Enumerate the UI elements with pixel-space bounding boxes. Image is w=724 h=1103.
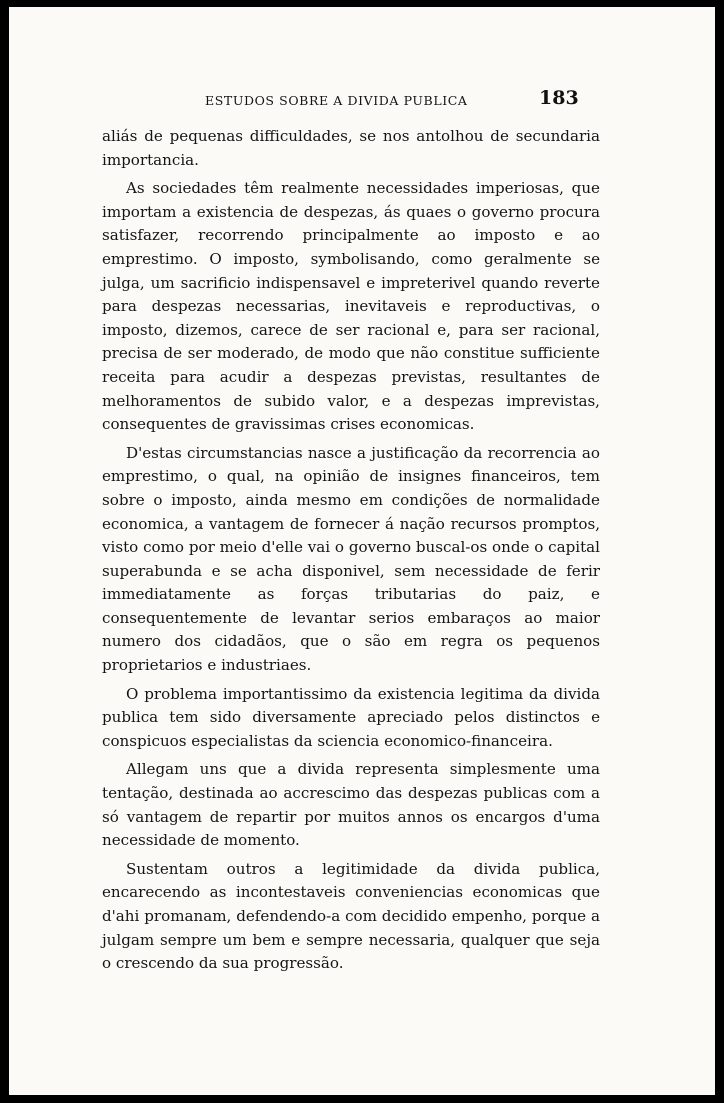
running-title: ESTUDOS SOBRE A DIVIDA PUBLICA — [205, 93, 468, 108]
paragraph: Allegam uns que a divida representa simplesmente uma tentação, destinada ao accrescimo das despezas publicas com a só vantagem de repartir por muitos annos os encargos d'uma necessidade de momento. — [102, 760, 600, 850]
paragraph-continuation: aliás de pequenas difficuldades, se nos antolhou de secundaria importancia. — [102, 127, 600, 169]
paragraph: Sustentam outros a legitimidade da divida publica, encarecendo as incontestaveis conveniencias economicas que d'ahi promanam, defendendo-a com decidido empenho, porque a julgam sempre um bem e sempre necessaria, qualquer que seja o crescendo da sua progressão. — [102, 859, 600, 973]
paragraph: D'estas circumstancias nasce a justificação da recorrencia ao emprestimo, o qual, na opinião de insignes financeiros, tem sobre o imposto, ainda mesmo em condições de normalidade economica, a vantagem de fornecer á nação recursos promptos, visto como por meio d'elle vai o governo buscal-os onde o capital superabunda e se acha disponivel, sem necessidade de ferir immediatamente as forças tributarias do paiz, e consequentemente de levantar serios embaraços ao maior numero dos cidadãos, que o são em regra os pequenos proprietarios e industriaes. — [102, 443, 600, 675]
page-header — [9, 7, 715, 117]
page-number: 183 — [539, 87, 579, 109]
paragraph: O problema importantissimo da existencia legitima da divida publica tem sido diversamente apreciado pelos distinctos e conspicuos especialistas da sciencia economico-financeira. — [102, 684, 600, 750]
book-page — [9, 7, 715, 1095]
paragraph: As sociedades têm realmente necessidades imperiosas, que importam a existencia de despezas, ás quaes o governo procura satisfazer, recorrendo principalmente ao imposto e ao emprestimo. O imposto, symbolisando, como geralmente se julga, um sacrificio indispensavel e impreterivel quando reverte para despezas necessarias, inevitaveis e reproductivas, o imposto, dizemos, carece de ser racional e, para ser racional, precisa de ser moderado, de modo que não constitue sufficiente receita para acudir a despezas previstas, resultantes de melhoramentos de subido valor, e a despezas imprevistas, consequentes de gravissimas crises economicas. — [102, 179, 600, 434]
body-text — [102, 125, 600, 981]
